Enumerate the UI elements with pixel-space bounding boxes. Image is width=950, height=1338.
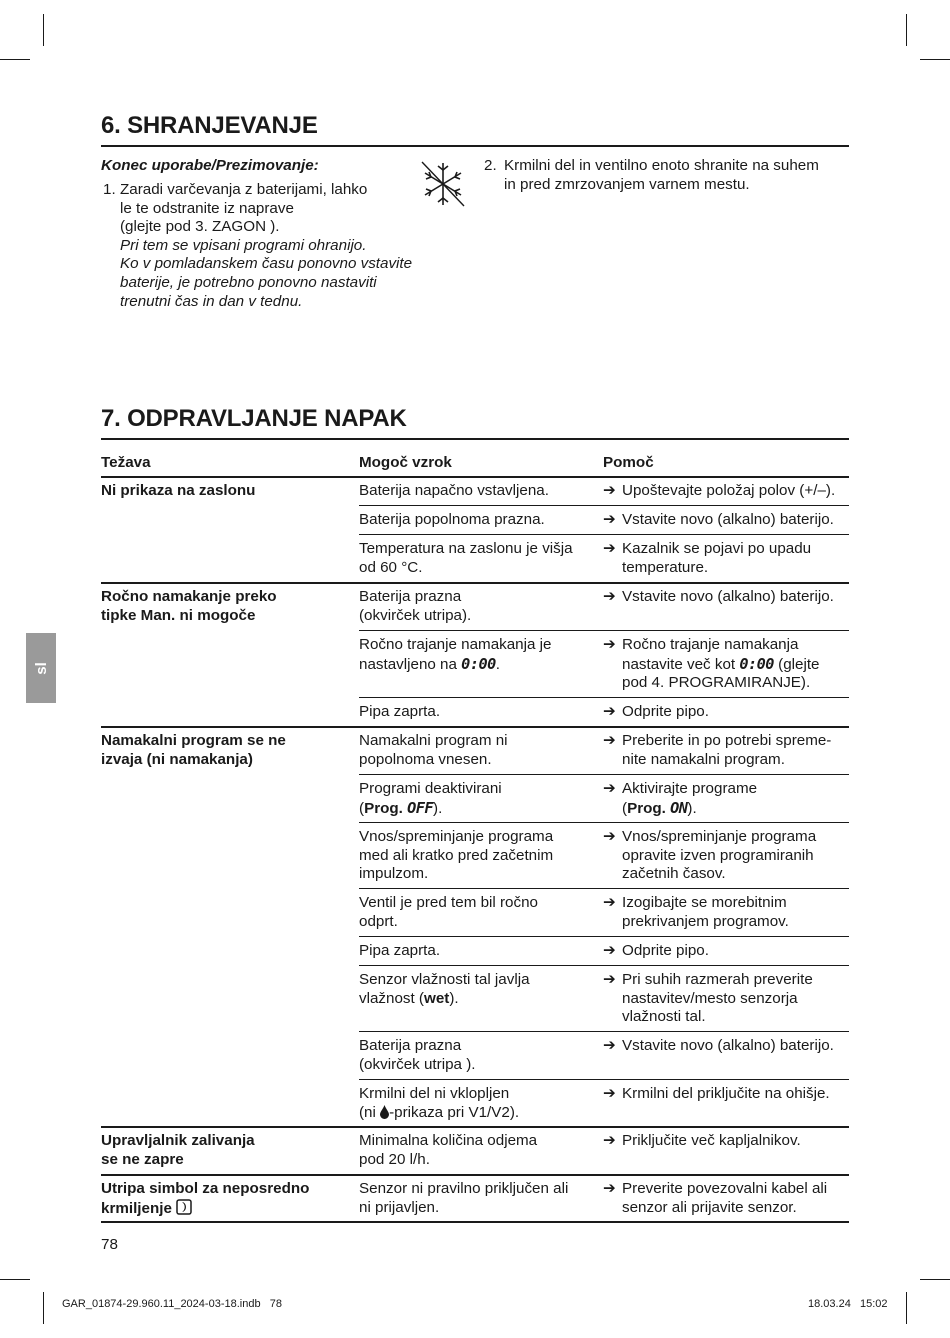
- cause-cell: [359, 1085, 591, 1124]
- subheading: Konec uporabe/Prezimovanje:: [101, 157, 319, 174]
- language-tab: sl: [26, 633, 56, 703]
- arrow-icon: ➔: [603, 942, 616, 959]
- help-text: [622, 1085, 849, 1104]
- help-text: [622, 482, 849, 501]
- table-row-divider: [101, 582, 849, 584]
- table-row: [101, 588, 849, 630]
- cause-text: Temperatura na zaslonu je višja: [359, 540, 573, 557]
- table-row: [101, 1085, 849, 1126]
- problem-text: Ročno namakanje preko: [101, 588, 277, 605]
- table-row: [101, 828, 849, 888]
- list-item-number: 2.: [484, 157, 497, 174]
- cause-text: Baterija napačno vstavljena.: [359, 482, 549, 499]
- water-drop-icon: [380, 1105, 389, 1125]
- help-cell: [603, 732, 849, 769]
- help-line: senzor ali prijavite senzor.: [622, 1198, 797, 1216]
- display-value: 0:00: [461, 654, 496, 673]
- help-line: Vstavite novo (alkalno) baterijo.: [622, 1037, 834, 1054]
- help-cell: [603, 1085, 849, 1104]
- problem-text: krmiljenje: [101, 1199, 351, 1221]
- arrow-icon: ➔: [603, 1132, 616, 1149]
- help-text: [622, 511, 849, 530]
- crop-mark: [906, 14, 907, 46]
- help-line: Aktivirajte programe: [622, 780, 758, 797]
- help-line: Ročno trajanje namakanja: [622, 636, 799, 653]
- section-heading: 6. SHRANJEVANJE: [101, 112, 318, 139]
- help-line: Odprite pipo.: [622, 942, 709, 959]
- display-value: 0:00: [739, 654, 774, 673]
- help-bold: Prog.: [627, 799, 671, 817]
- table-row: [101, 732, 849, 774]
- help-cell: [603, 540, 849, 577]
- cause-text: impulzom.: [359, 865, 429, 883]
- problem-text: Namakalni program se ne: [101, 732, 286, 749]
- arrow-icon: ➔: [603, 780, 616, 797]
- problem-text: izvaja (ni namakanja): [101, 750, 253, 768]
- table-row-divider: [359, 534, 849, 535]
- help-text: [622, 540, 849, 577]
- help-line: nastavite več kot 0:00 (glejte: [622, 654, 820, 673]
- cause-text: Vnos/spreminjanje programa: [359, 828, 554, 845]
- cause-text: Baterija prazna: [359, 1037, 462, 1054]
- help-text: [622, 703, 849, 722]
- list-item-number: 1.: [103, 181, 116, 198]
- crop-mark: [0, 59, 30, 60]
- cause-tail: -prikaza pri V1/V2).: [389, 1103, 520, 1121]
- help-cell: [603, 636, 849, 693]
- table-row: [101, 636, 849, 697]
- cause-text: Senzor ni pravilno priključen ali: [359, 1180, 569, 1197]
- cause-text: nastavljeno na 0:00.: [359, 654, 500, 673]
- crop-mark: [920, 1279, 950, 1280]
- table-row-divider: [359, 965, 849, 966]
- table-row-divider: [101, 476, 849, 478]
- table-row-divider: [359, 505, 849, 506]
- cause-text: ni prijavljen.: [359, 1198, 440, 1216]
- help-line: Vstavite novo (alkalno) baterijo.: [622, 511, 834, 528]
- cause-tail: ).: [449, 989, 459, 1007]
- cause-cell: [359, 942, 591, 961]
- arrow-icon: ➔: [603, 588, 616, 605]
- cause-text: (ni -prikaza pri V1/V2).: [359, 1104, 591, 1125]
- help-text: [622, 894, 849, 931]
- help-line: opravite izven programiranih: [622, 846, 814, 864]
- problem-text: Utripa simbol za neposredno: [101, 1180, 310, 1197]
- crop-mark: [0, 1279, 30, 1280]
- help-cell: [603, 511, 849, 530]
- arrow-icon: ➔: [603, 894, 616, 911]
- problem-cell: [101, 732, 351, 769]
- help-line: prekrivanjem programov.: [622, 912, 789, 930]
- help-line: Vnos/spreminjanje programa: [622, 828, 817, 845]
- list-item-text: Zaradi varčevanja z baterijami, lahko le te odstranite iz naprave (glejte pod 3. ZAGON ). Pri tem se vpisani programi ohranijo. Ko v pomladanskem času ponovno vstavite baterije, je potrebno ponovno nastaviti trenutni čas in dan v tednu.: [120, 181, 413, 310]
- table-row-divider: [101, 726, 849, 728]
- section-rule: [101, 145, 849, 147]
- help-cell: [603, 482, 849, 501]
- crop-mark: [920, 59, 950, 60]
- problem-text: Upravljalnik zalivanja: [101, 1132, 255, 1149]
- cause-text: (okvirček utripa).: [359, 606, 472, 624]
- cause-cell: [359, 482, 591, 501]
- help-line: Odprite pipo.: [622, 703, 709, 720]
- table-row-divider: [359, 888, 849, 889]
- cause-cell: [359, 1180, 591, 1217]
- cause-text: (okvirček utripa ).: [359, 1055, 476, 1073]
- display-value: OFF: [407, 798, 434, 817]
- cause-cell: [359, 971, 591, 1008]
- cause-text: Ročno trajanje namakanja je: [359, 636, 552, 653]
- cause-text: odprt.: [359, 912, 398, 930]
- cause-cell: [359, 1037, 591, 1074]
- help-line: temperature.: [622, 558, 709, 576]
- arrow-icon: ➔: [603, 971, 616, 988]
- table-row: [101, 1037, 849, 1079]
- help-cell: [603, 780, 849, 818]
- table-row: [101, 780, 849, 822]
- table-header: [101, 448, 849, 476]
- crop-mark: [906, 1292, 907, 1324]
- cause-tail: .: [495, 655, 500, 673]
- table-row-divider: [359, 1079, 849, 1080]
- help-line: Preberite in po potrebi spreme-: [622, 732, 832, 749]
- help-text: [622, 1132, 849, 1151]
- problem-text: Ni prikaza na zaslonu: [101, 482, 256, 499]
- help-cell: [603, 703, 849, 722]
- cause-cell: [359, 588, 591, 625]
- table-row: [101, 540, 849, 582]
- cause-text: Programi deaktivirani: [359, 780, 502, 797]
- help-line: nastavitev/mesto senzorja: [622, 989, 798, 1007]
- display-value: ON: [670, 798, 688, 817]
- help-line: nite namakalni program.: [622, 750, 785, 768]
- cause-cell: [359, 540, 591, 577]
- arrow-icon: ➔: [603, 511, 616, 528]
- help-line: pod 4. PROGRAMIRANJE).: [622, 674, 811, 692]
- cause-bold: Prog.: [364, 799, 408, 817]
- table-row: [101, 1132, 849, 1174]
- table-row: [101, 894, 849, 936]
- table-row-divider: [359, 774, 849, 775]
- cause-text: od 60 °C.: [359, 558, 423, 576]
- cause-text: Senzor vlažnosti tal javlja: [359, 971, 530, 988]
- help-text: [622, 780, 849, 818]
- arrow-icon: ➔: [603, 828, 616, 845]
- problem-cell: [101, 1180, 351, 1220]
- cause-text: (Prog. OFF).: [359, 798, 443, 817]
- help-cell: [603, 1037, 849, 1056]
- direct-control-icon: [176, 1199, 192, 1221]
- help-line: Vstavite novo (alkalno) baterijo.: [622, 588, 834, 605]
- help-tail: (glejte: [773, 655, 820, 673]
- cause-cell: [359, 703, 591, 722]
- arrow-icon: ➔: [603, 1180, 616, 1197]
- help-line: vlažnosti tal.: [622, 1008, 706, 1026]
- column-header: Mogoč vzrok: [359, 454, 452, 471]
- arrow-icon: ➔: [603, 482, 616, 499]
- arrow-icon: ➔: [603, 732, 616, 749]
- section-heading: 7. ODPRAVLJANJE NAPAK: [101, 405, 407, 432]
- crop-mark: [43, 14, 44, 46]
- help-cell: [603, 1132, 849, 1151]
- table-row-divider: [359, 697, 849, 698]
- cause-text: Ventil je pred tem bil ročno: [359, 894, 538, 911]
- cause-text: Pipa zaprta.: [359, 703, 441, 720]
- help-cell: [603, 1180, 849, 1217]
- cause-text: Pipa zaprta.: [359, 942, 441, 959]
- table-bottom-rule: [101, 1221, 849, 1223]
- help-cell: [603, 894, 849, 931]
- cause-cell: [359, 636, 591, 674]
- problem-text: tipke Man. ni mogoče: [101, 606, 256, 624]
- cause-cell: [359, 828, 591, 884]
- cause-text: popolnoma vnesen.: [359, 750, 492, 768]
- column-header: Pomoč: [603, 454, 654, 471]
- section-rule: [101, 438, 849, 440]
- table-row: [101, 482, 849, 505]
- cause-cell: [359, 511, 591, 530]
- print-footer-date: 18.03.24 15:02: [808, 1298, 888, 1310]
- table-row-divider: [101, 1126, 849, 1128]
- help-line: začetnih časov.: [622, 865, 726, 883]
- no-frost-icon: [419, 159, 467, 209]
- help-text: [622, 732, 849, 769]
- help-line: Krmilni del priključite na ohišje.: [622, 1085, 830, 1102]
- arrow-icon: ➔: [603, 540, 616, 557]
- cause-bold: wet: [424, 989, 450, 1007]
- cause-text: Krmilni del ni vklopljen: [359, 1085, 510, 1102]
- list-item-text: Krmilni del in ventilno enoto shranite na suhem in pred zmrzovanjem varnem mestu.: [504, 157, 819, 193]
- help-text: [622, 942, 849, 961]
- help-text: [622, 971, 849, 1027]
- cause-cell: [359, 732, 591, 769]
- help-line: Izogibajte se morebitnim: [622, 894, 787, 911]
- table-row: [101, 703, 849, 726]
- arrow-icon: ➔: [603, 703, 616, 720]
- cause-cell: [359, 1132, 591, 1169]
- help-line: (Prog. ON).: [622, 798, 697, 817]
- table-row-divider: [359, 936, 849, 937]
- problem-text: se ne zapre: [101, 1150, 184, 1168]
- help-cell: [603, 971, 849, 1027]
- cause-cell: [359, 780, 591, 818]
- help-line: Upoštevajte položaj polov (+/–).: [622, 482, 836, 499]
- problem-cell: [101, 482, 351, 501]
- table-row-divider: [359, 630, 849, 631]
- cause-text: Baterija popolnoma prazna.: [359, 511, 545, 528]
- cause-text: Namakalni program ni: [359, 732, 508, 749]
- page-number: 78: [101, 1236, 118, 1253]
- problem-cell: [101, 588, 351, 625]
- help-line: Preverite povezovalni kabel ali: [622, 1180, 828, 1197]
- problem-cell: [101, 1132, 351, 1169]
- column-header: Težava: [101, 454, 151, 471]
- help-text: [622, 636, 849, 693]
- cause-text: Baterija prazna: [359, 588, 462, 605]
- arrow-icon: ➔: [603, 636, 616, 653]
- table-row-divider: [101, 1174, 849, 1176]
- table-row: [101, 942, 849, 965]
- table-row: [101, 971, 849, 1031]
- cause-text: med ali kratko pred začetnim: [359, 846, 554, 864]
- cause-text: Minimalna količina odjema: [359, 1132, 538, 1149]
- arrow-icon: ➔: [603, 1037, 616, 1054]
- help-text: [622, 1037, 849, 1056]
- table-row-divider: [359, 1031, 849, 1032]
- help-cell: [603, 828, 849, 884]
- cause-text: vlažnost (wet).: [359, 989, 459, 1007]
- table-row: [101, 511, 849, 534]
- crop-mark: [43, 1292, 44, 1324]
- table-row: [101, 1180, 849, 1222]
- help-text: [622, 1180, 849, 1217]
- table-row-divider: [359, 822, 849, 823]
- help-line: Pri suhih razmerah preverite: [622, 971, 813, 988]
- help-line: Priključite več kapljalnikov.: [622, 1132, 801, 1149]
- cause-text: pod 20 l/h.: [359, 1150, 430, 1168]
- help-cell: [603, 942, 849, 961]
- help-cell: [603, 588, 849, 607]
- cause-cell: [359, 894, 591, 931]
- troubleshooting-table: [101, 448, 849, 476]
- print-footer-file: GAR_01874-29.960.11_2024-03-18.indb 78: [62, 1298, 282, 1310]
- arrow-icon: ➔: [603, 1085, 616, 1102]
- help-text: [622, 828, 849, 884]
- help-text: [622, 588, 849, 607]
- help-line: Kazalnik se pojavi po upadu: [622, 540, 812, 557]
